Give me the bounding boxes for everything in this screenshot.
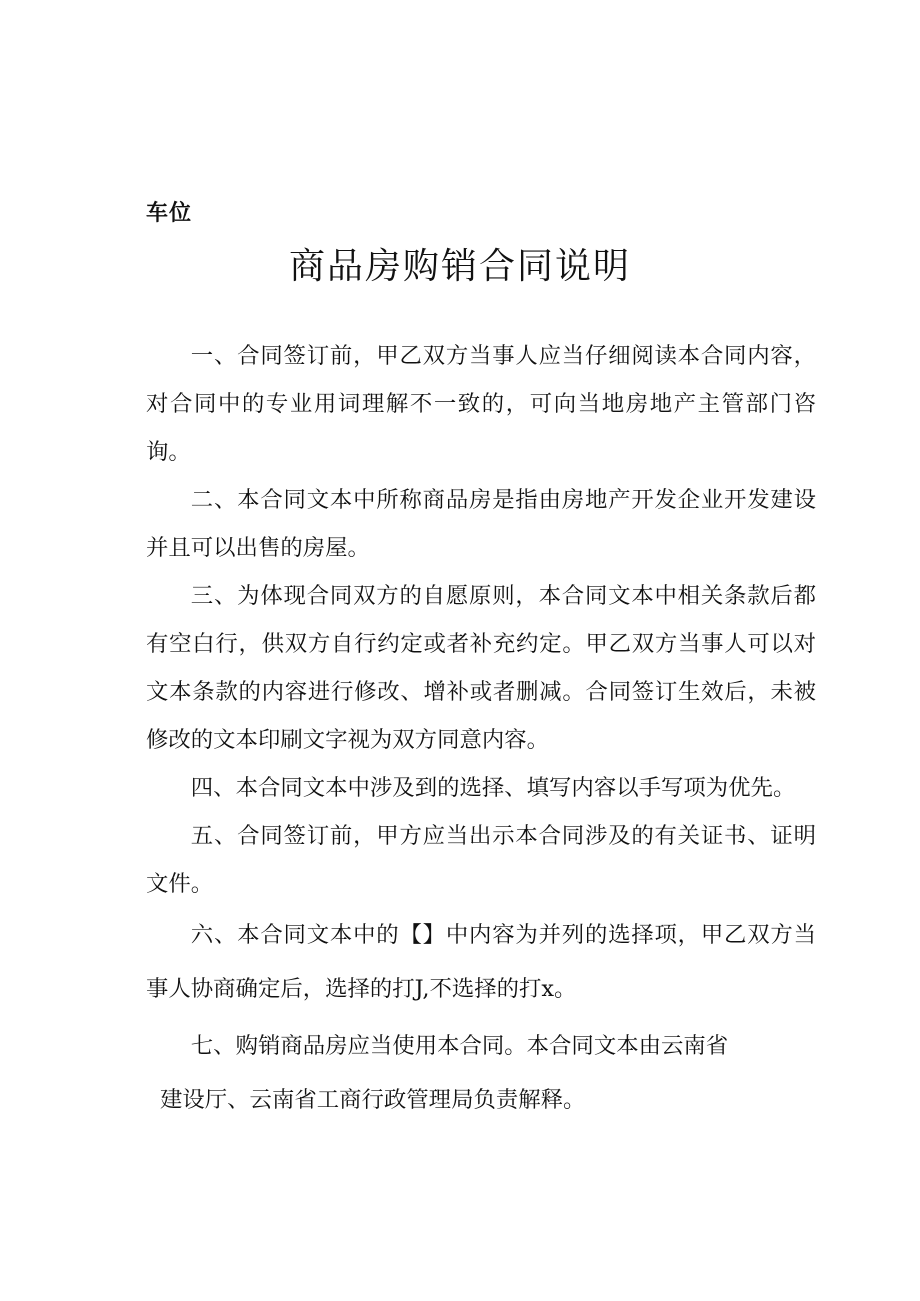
paragraph-7-line-2: 建设厅、云南省工商行政管理局负责解释。 [160, 1087, 586, 1113]
paragraph-2: 二、本合同文本中所称商品房是指由房地产开发企业开发建设并且可以出售的房屋。 [146, 487, 816, 561]
document-title: 商品房购销合同说明 [288, 246, 631, 287]
paragraph-1: 一、合同签订前，甲乙双方当事人应当仔细阅读本合同内容，对合同中的专业用词理解不一致的，可向当地房地产主管部门咨询。 [146, 343, 816, 465]
paragraph-7 [146, 1022, 816, 1124]
paragraph-4: 四、本合同文本中涉及到的选择、填写内容以手写项为优先。 [190, 775, 796, 801]
paragraph-7-line-1: 七、购销商品房应当使用本合同。本合同文本由云南省 [190, 1033, 729, 1059]
document-body [146, 332, 816, 1124]
paragraph-6: 六、本合同文本中的【】中内容为并列的选择项，甲乙双方当事人协商确定后，选择的打J,不选择的打x。 [146, 922, 816, 1002]
paragraph-5: 五、合同签订前，甲方应当出示本合同涉及的有关证书、证明文件。 [146, 823, 816, 897]
document-label: 车位 [146, 201, 193, 226]
paragraph-3: 三、为体现合同双方的自愿原则，本合同文本中相关条款后都有空白行，供双方自行约定或者补充约定。甲乙双方当事人可以对文本条款的内容进行修改、增补或者删减。合同签订生效后，未被修改的文本印刷文字视为双方同意内容。 [146, 583, 816, 753]
